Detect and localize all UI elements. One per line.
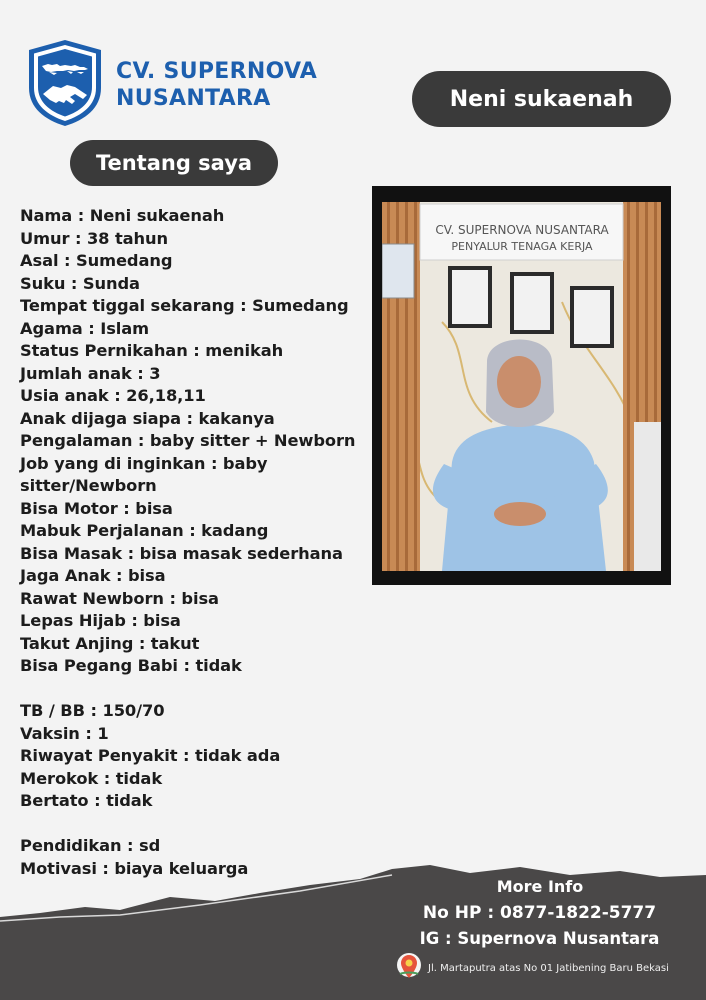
office-address: Jl. Martaputra atas No 01 Jatibening Baru Bekasi (428, 963, 669, 974)
info-line: Mabuk Perjalanan : kadang (20, 521, 269, 540)
info-line: Bertato : tidak (20, 791, 153, 810)
company-name (116, 58, 317, 112)
info-line: Jaga Anak : bisa (20, 566, 166, 585)
info-line: Rawat Newborn : bisa (20, 588, 219, 608)
info-line: Pengalaman : baby sitter + Newborn (20, 431, 356, 450)
info-line: Bisa Pegang Babi : tidak (20, 656, 242, 675)
info-line: Vaksin : 1 (20, 723, 109, 743)
profile-details (20, 205, 365, 880)
info-line: Asal : Sumedang (20, 251, 173, 270)
info-line: Usia anak : 26,18,11 (20, 386, 206, 405)
info-line: Umur : 38 tahun (20, 228, 169, 248)
info-line: Merokok : tidak (20, 768, 163, 788)
signage-line1: CV. SUPERNOVA NUSANTARA (435, 223, 609, 237)
info-line: Pendidikan : sd (20, 836, 161, 855)
info-line: Lepas Hijab : bisa (20, 611, 181, 630)
info-line: TB / BB : 150/70 (20, 701, 165, 720)
info-line: Bisa Masak : bisa masak sederhana (20, 543, 343, 563)
info-line: Anak dijaga siapa : kakanya (20, 408, 275, 428)
candidate-photo-frame (372, 186, 671, 585)
info-line: Motivasi : biaya keluarga (20, 858, 249, 878)
candidate-photo (382, 202, 661, 571)
signage-line2: PENYALUR TENAGA KERJA (451, 240, 593, 253)
info-line: Status Pernikahan : menikah (20, 341, 284, 360)
info-line: Agama : Islam (20, 318, 150, 338)
candidate-name-pill: Neni sukaenah (412, 71, 671, 127)
photo-illustration (382, 202, 661, 571)
info-line: Jumlah anak : 3 (20, 363, 161, 383)
company-logo-icon (27, 38, 103, 128)
about-me-pill: Tentang saya (70, 140, 278, 186)
info-line: Tempat tiggal sekarang : Sumedang (20, 296, 349, 315)
info-line: Nama : Neni sukaenah (20, 206, 225, 225)
instagram-handle: IG : Supernova Nusantara (419, 929, 660, 948)
phone-number: No HP : 0877-1822-5777 (422, 903, 657, 923)
company-name-line1: CV. SUPERNOVA (116, 59, 318, 84)
info-line: Takut Anjing : takut (20, 633, 200, 653)
info-line: Riwayat Penyakit : tidak ada (20, 746, 281, 765)
info-line: Suku : Sunda (20, 273, 140, 293)
company-name-line2: NUSANTARA (116, 86, 271, 111)
location-pin-icon (396, 952, 422, 982)
info-line: Job yang di inginkan : baby sitter/Newborn (20, 453, 268, 495)
more-info-heading: More Info (496, 877, 584, 896)
info-spacer (20, 813, 365, 836)
info-spacer (20, 678, 365, 701)
info-line: Bisa Motor : bisa (20, 498, 173, 518)
